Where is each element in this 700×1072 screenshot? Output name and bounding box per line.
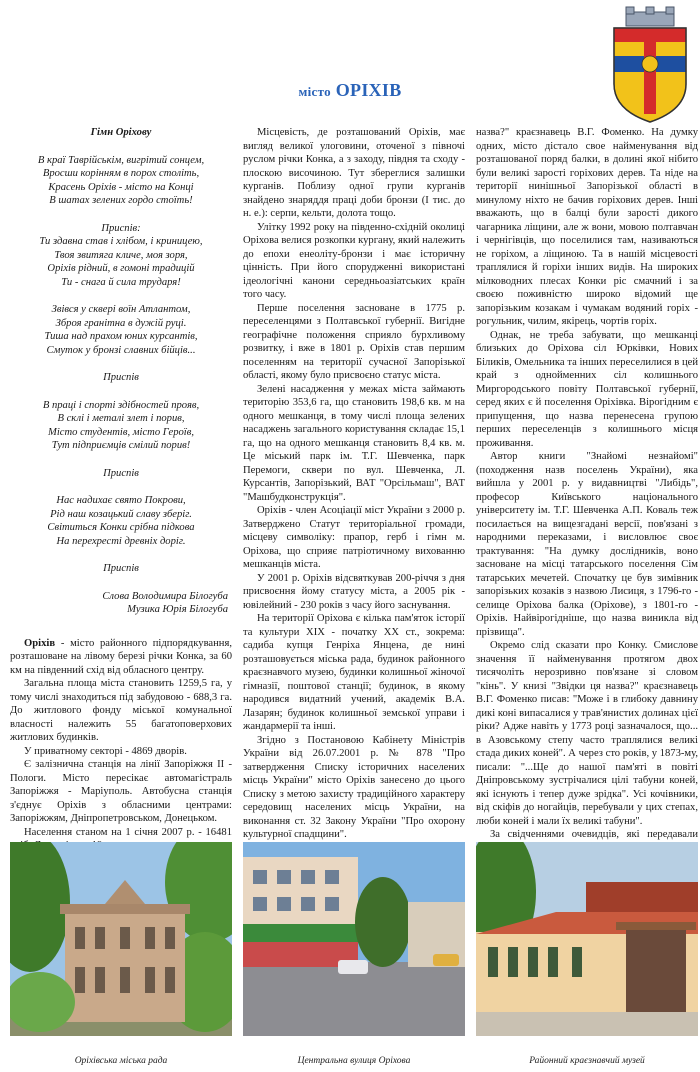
coat-of-arms-emblem — [604, 6, 696, 124]
col2-paragraph: Оріхів - член Асоціації міст України з 2000 р. Затверджено Статут територіальної громади, місцеву символіку: прапор, герб і гімн м. Оріхова, що сприяє патріотичному вихованню мешканців міста. — [243, 505, 465, 570]
col1-paragraph: У приватному секторі - 4869 дворів. — [24, 745, 187, 757]
col1-paragraph: Є залізнична станція на лінії Запоріжжя II - Пологи. Місто пересікає автомагістраль Запоріжжя - Маріуполь. Автобусна станція з'єднує Оріхів з обласними центрами: Запоріжжям, Дніпропетровськом, Донецьком. — [10, 759, 232, 824]
poem-refrain-label-4: Приспів — [103, 563, 139, 574]
caption-museum: Районний краєзнавчий музей — [529, 1056, 645, 1066]
poem-stanza-1: В краї Таврійськім, вигрітий сонцем, Вросши корінням в порох століть, Красень Оріхів - місто на Конці В шатах зелених гордо стоїть! — [37, 154, 205, 206]
poem-signature: Слова Володимира Білогуба Музика Юрія Білогуба — [102, 590, 228, 615]
col1-paragraph: Населення станом на 1 січня 2007 р. - 16481 — [24, 826, 232, 838]
poem-stanza-2: Звівся у сквері воїн Атлантом, Зброя гранітна в дужій руці. Тиша над прахом юних курсантів, Смуток у бронзі славних бійців... — [44, 304, 198, 356]
poem-refrain: Приспів: Ти здавна став і хлібом, і криницею, Твоя звитяга кличе, моя зоря, Оріхів рідний, в гомоні традицій Ти - снага й сила трударя! — [39, 222, 203, 288]
col2-paragraph: Улітку 1992 року на південно-східній околиці Оріхова велися розкопки кургану, який належить до епохи енеоліту-бронзи і має історичну цінність. При його спорудженні використані ідеологічні канони середньоазіатських країн того часу. — [243, 221, 465, 300]
column-1 — [10, 126, 232, 853]
col3-paragraph: Автор книги "Знайомі незнайомі" (походження назв поселень України), яка вийшла у 2001 р. у видавництві "Либідь", професор Київського національного університету ім. Т.Г. Шевченка А.П. Коваль теж посилається на вищезгадані версії, пов'язані з народними переказами, і висловлює своє трактування: "На думку дослідників, воно засноване на місці татарського поселення Сім татарських мечетей. Спочатку це був зимівник запорізьких козаків з назвою Лисиця, з 1796-го - селище Оріхова балка (Оріхове), з 1801-го - Оріхів. Найвірогідніше, що назва виникла від прізвища". — [476, 451, 698, 638]
col2-paragraph: Місцевість, де розташований Оріхів, має вигляд великої улоговини, оточеної з півночі руслом річки Конка, а з заходу, півдня та сходу - плоскою височиною. Тут збереглися залишки курганів. Поблизу одної групи курганів знайдено знаряддя праці доби бронзи (I тис. до н. е.): серпи, кельти, долота тощо. — [243, 127, 465, 219]
col2-paragraph: Згідно з Постановою Кабінету Міністрів України від 26.07.2001 р. № 878 "Про затвердження Списку історичних населених місць України" місто Оріхів занесено до цього Списку з метою захисту традиційного характеру середовищ населених місць України, на виконання ст. 32 Закону України "Про охорону культурної спадщини". — [243, 734, 465, 840]
col3-paragraph: За свідченнями очевидців, які передавали — [490, 829, 698, 840]
col3-paragraph: назва?" краєзнавець В.Г. Фоменко. На думку одних, місто дістало свое найменування від розташованої поряд балки, в долині якої нібито були великі зарості горіхових дерев. Та ніде на території нинішньої Запорізької області в минулому ніхто не бачив горіхових дерев. Інші вважають, що в балці були зарості дикого чагарника ліщини, але ж вони, мовою полтавчан і чернігівців, що поселилися там, називаються не горіхом, а ліщиною. Та в нашій місцевості траплялися й горіхи інших видів. На широких мілководних плесах Конки ріс смачний і за своєю поживністю широко відомий ще запорізьким козакам і чумакам водяний горіх - рогульник, чилим, якірець, чортів горіх. — [476, 127, 698, 327]
col1-paragraph: Оріхів - місто районного підпорядкування, розташоване на лівому березі річки Конка, за 60 км на південний схід від обласного центру. — [10, 637, 232, 676]
page-title: місто ОРІХІВ — [298, 80, 402, 100]
col3-paragraph: Однак, не треба забувати, що мешканці близьких до Оріхова сіл Юрківки, Нових Біликів, Омельника та інших переселилися в цей край з однойменних сіл колишнього Миргородського повіту Полтавської губернії, серед яких є й поселення Оріхівка. Вірогідним є припущення, що назва перенесена групою перших переселенців з колишнього місця проживання. — [476, 329, 698, 449]
photo-central-street — [243, 842, 465, 1036]
crown-icon — [626, 7, 674, 26]
caption-city-council: Оріхівська міська рада — [74, 1056, 168, 1066]
poem-stanza-3: В праці і спорті здібностей прояв, В склі і металі злет і порив, Місто студентів, місто Героїв, Тут підприємців смілий порив! — [42, 399, 200, 451]
photo-local-history-museum — [476, 842, 698, 1036]
col1-paragraph: Загальна площа міста становить 1259,5 га, у тому числі знаходиться під забудовою - 688,3 га. До житлового фонду міської комунальної власності належить 55 багатоповерхових житлових будинків. — [10, 678, 232, 743]
col2-paragraph: У 2001 р. Оріхів відсвяткував 200-річчя з дня присвоєння йому статусу міста, а 2005 рік - ювілейний - 230 років з часу його заснування. — [243, 572, 465, 611]
caption-central-street: Центральна вулиця Оріхова — [297, 1056, 411, 1066]
city-name-bold: Оріхів — [24, 637, 56, 649]
photo-city-council — [10, 842, 232, 1036]
col3-paragraph: Окремо слід сказати про Конку. Смислове значення її найменування протягом двох тисячоліть нерозривно пов'язане зі словом "кінь". У книзі "Звідки ця назва?" краєзнавець В.Г. Фоменко писав: "Може і в глибоку давнину дикі коні випасалися у трав'янистих долинах цієї ріки? Адже навіть у 1773 році зазначалося, що... в Азовському степу часто траплялися великі стада диких коней". А через сто років, у 1873-му, писали: "...Ще до нашої пам'яті в повіті Дніпровському зустрічалися цілі табуни коней, які існують і тепер дуже зрідка". Усі кочівники, від скіфів до ногайців, перебували у цих степах, люби коней і мали їх великі табуни". — [476, 640, 698, 827]
poem-refrain-label-3: Приспів — [103, 467, 139, 479]
poem-title: Гімн Оріхову — [90, 127, 152, 138]
anthem-poem — [10, 126, 232, 617]
col2-paragraph: Перше поселення засноване в 1775 р. переселенцями з Полтавської губернії. Вигідне географічне положення сприяло бурхливому розвитку, і вже в 1801 р. Оріхів став першим поселенням на території сучасної Запорізької області, якому було присвоєно статус міста. — [243, 302, 465, 381]
poem-stanza-4: Нас надихає свято Покрови, Рід наш козацький славу зберіг. Світиться Конки срібна підкова На перехресті древніх доріг. — [47, 495, 195, 547]
poem-refrain-label-2: Приспів — [103, 372, 139, 383]
column-3-text — [476, 126, 698, 855]
column-1-text — [10, 637, 232, 853]
column-2-text — [243, 126, 465, 869]
col2-paragraph: Зелені насадження у межах міста займають територію 353,6 га, що становить 198,6 кв. м на одного мешканця, в тому числі площа зелених насаджень загального користування складає 15,1 га, що на одного мешканця становить 8,4 кв. м. Це міський парк ім. Т.Г. Шевченка, парк Перемоги, сквери по вул. Шевченка, Л. Курсантів, Запорізький, ВАТ "Орсільмаш", ВАТ "Машбудконструкція". — [243, 383, 465, 503]
col2-paragraph: На території Оріхова є кілька пам'яток історії та культури XIX - початку XX ст., зокрема: садиба купця Генріха Янцена, де нині розташовується міська рада, будинок районного краєзнавчого музею, будинки колишньої жіночої гімназії, поштової станції; будинок, в якому народився видатний учений, академік В.А. Лазарян; будинок колишньої земської управи і жандармерії та інші. — [243, 613, 465, 732]
